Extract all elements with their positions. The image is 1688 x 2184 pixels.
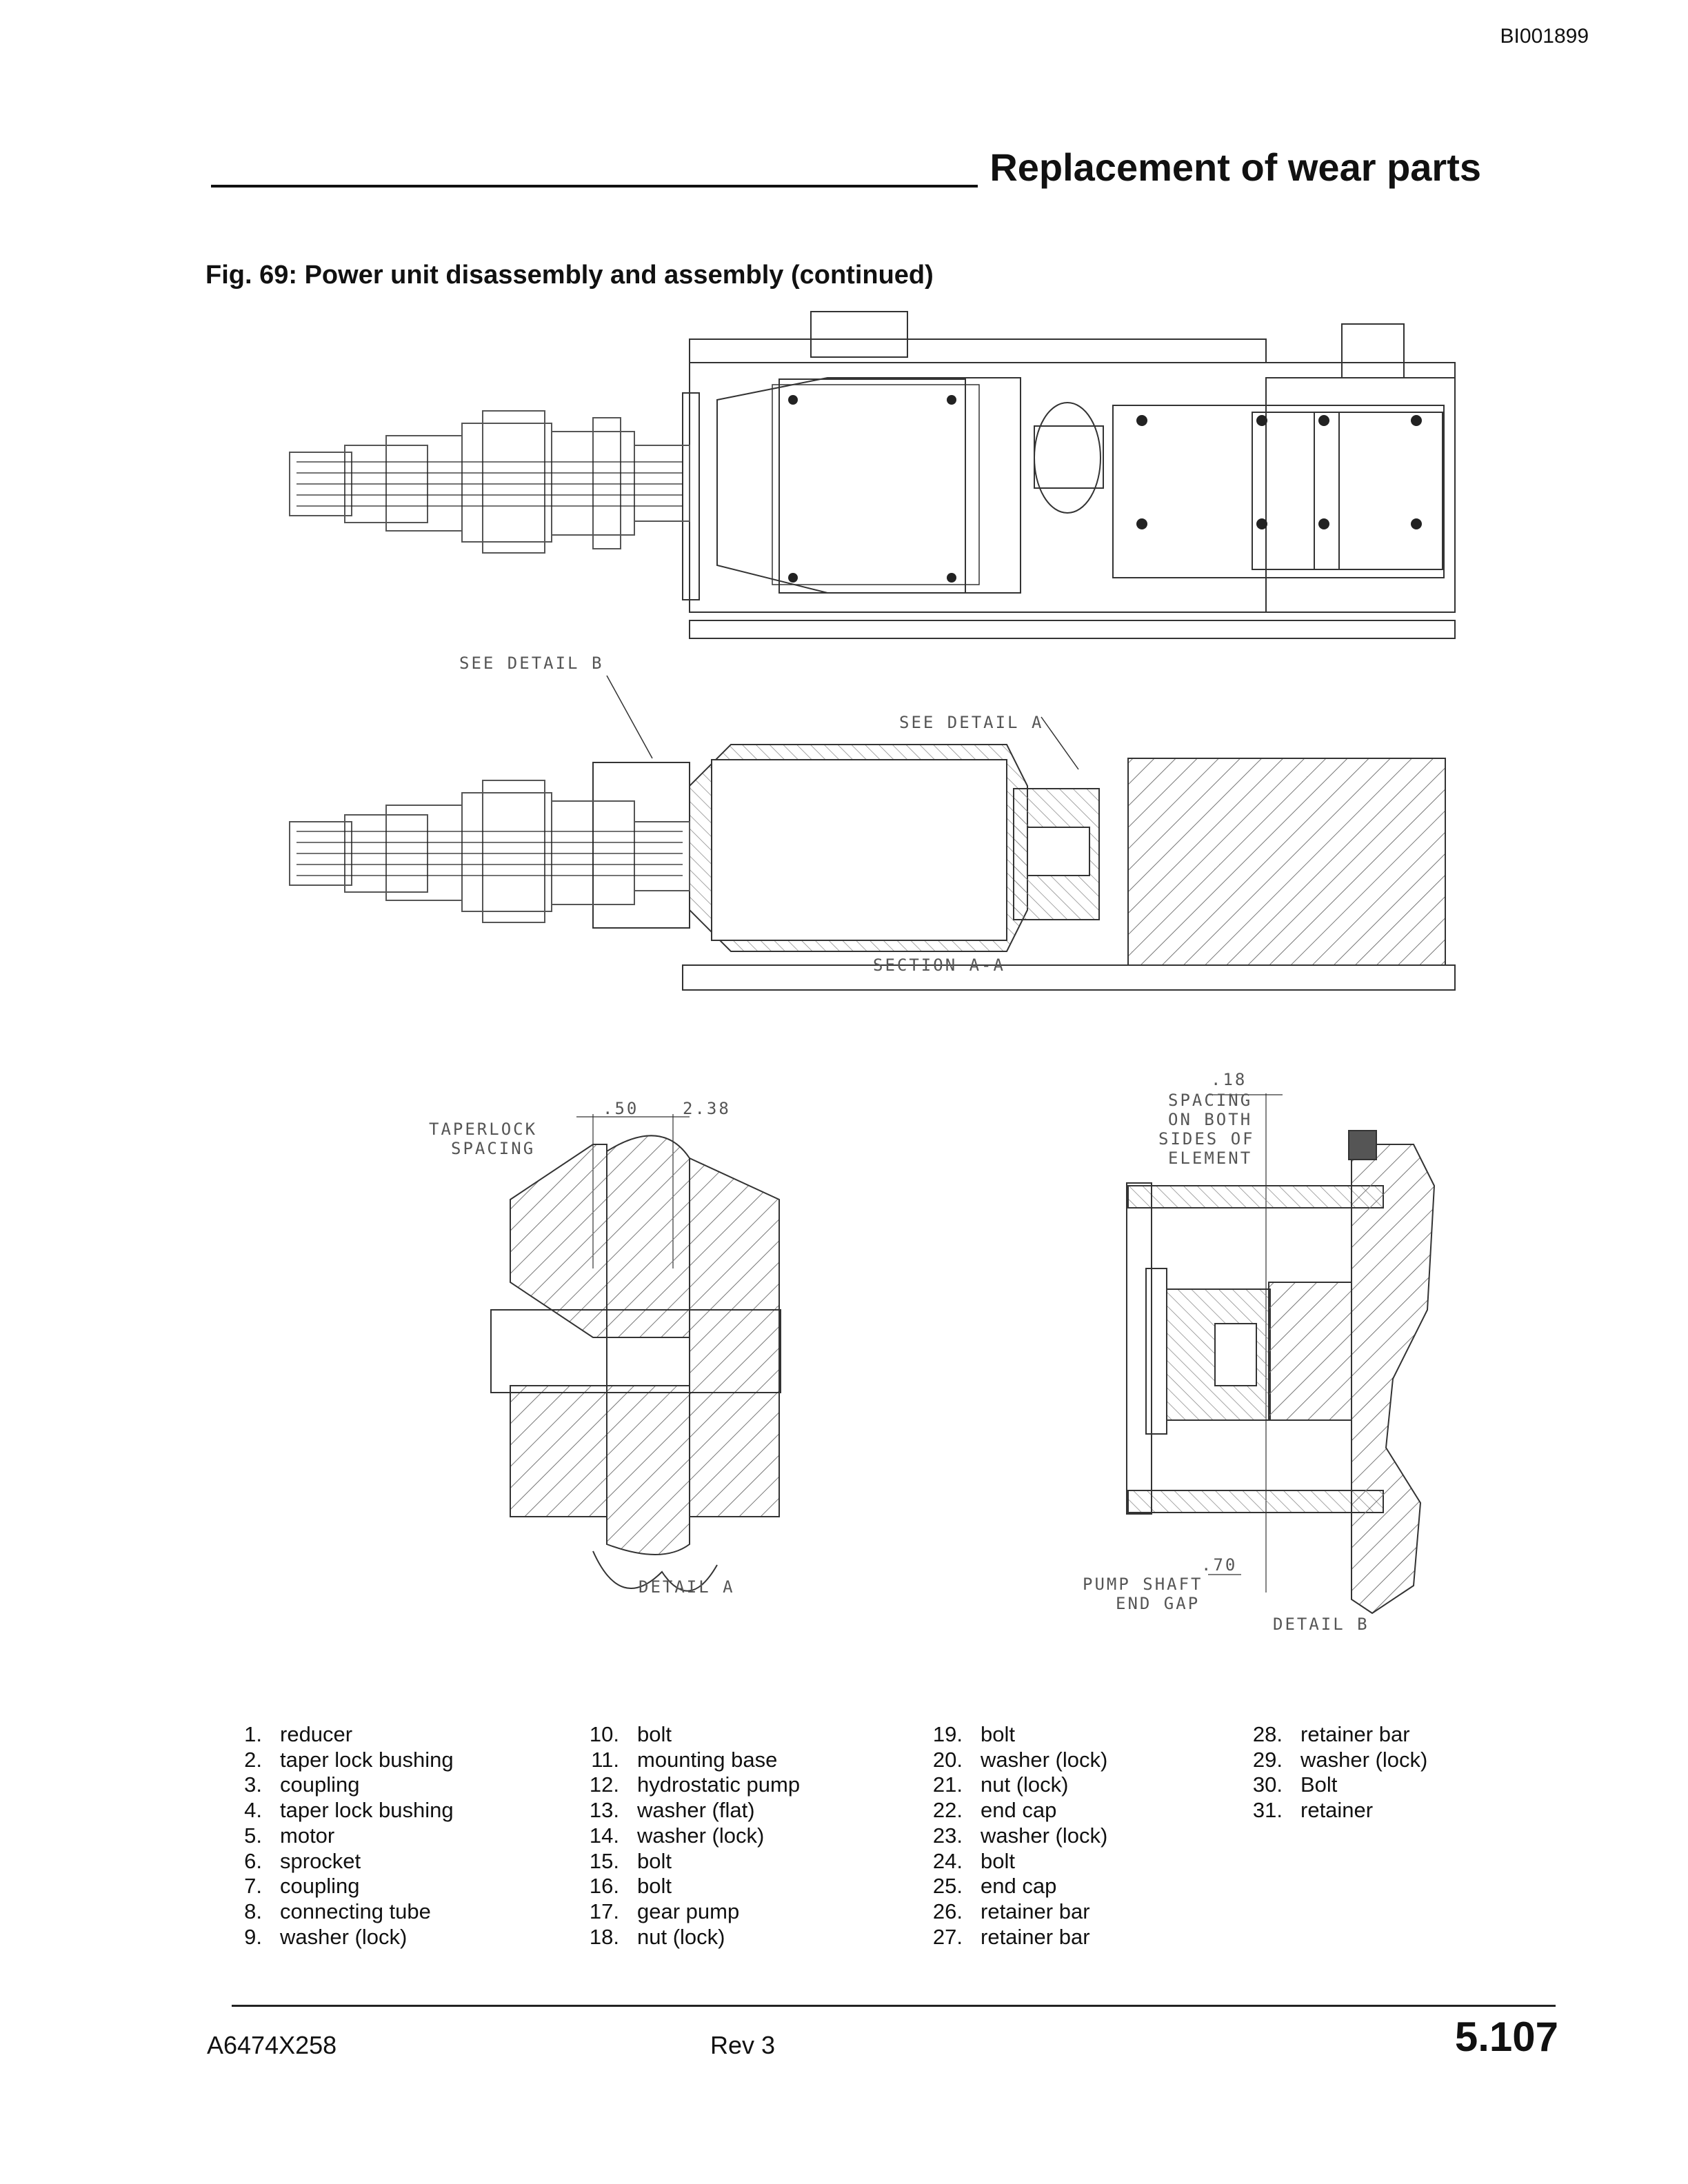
taperlock-spacing-label: SPACING <box>451 1139 536 1158</box>
legend-item: 6. sprocket <box>244 1848 361 1873</box>
dim-238-label: 2.38 <box>683 1099 731 1118</box>
spacing-label-3: SIDES OF <box>1158 1129 1255 1149</box>
section-aa-view <box>290 676 1455 990</box>
legend-column-2 <box>564 1722 800 1950</box>
pump-shaft-label: PUMP SHAFT <box>1083 1575 1203 1594</box>
legend-item: 7. coupling <box>244 1874 360 1899</box>
legend-item: 31. retainer <box>1252 1798 1374 1823</box>
legend-item: 16. bolt <box>589 1874 672 1899</box>
legend-item: 18. nut (lock) <box>589 1924 725 1949</box>
legend-item: 25. end cap <box>932 1874 1057 1899</box>
legend-item: 5. motor <box>244 1823 335 1848</box>
figure-caption: Fig. 69: Power unit disassembly and assembly (continued) <box>205 261 934 290</box>
legend-item: 11. mounting base <box>591 1747 778 1772</box>
legend-item: 14. washer (lock) <box>589 1823 765 1848</box>
dim-018-label: .18 <box>1211 1070 1247 1089</box>
legend-item: 17. gear pump <box>589 1899 740 1923</box>
legend-item: 29. washer (lock) <box>1252 1747 1428 1772</box>
dim-070-label: .70 <box>1201 1555 1238 1575</box>
document-id: BI001899 <box>1500 25 1589 48</box>
legend-item: 13. washer (flat) <box>589 1798 755 1823</box>
legend-item: 20. washer (lock) <box>932 1747 1108 1772</box>
top-view <box>290 312 1455 638</box>
header-rule <box>211 185 978 188</box>
spacing-label-2: ON BOTH <box>1168 1110 1253 1129</box>
technical-drawing <box>0 303 1688 1696</box>
legend-item: 4. taper lock bushing <box>244 1798 454 1823</box>
legend-item: 1. reducer <box>244 1722 353 1746</box>
legend-column-1 <box>207 1722 454 1950</box>
legend-item: 19. bolt <box>932 1722 1015 1746</box>
footer-rule <box>232 2005 1556 2007</box>
legend-item: 9. washer (lock) <box>244 1924 408 1949</box>
see-detail-a-label: SEE DETAIL A <box>899 713 1044 732</box>
detail-b-view <box>1127 1093 1434 1613</box>
legend-item: 22. end cap <box>932 1798 1057 1823</box>
spacing-label-1: SPACING <box>1168 1091 1253 1110</box>
legend-item: 21. nut (lock) <box>932 1772 1069 1797</box>
document-number: A6474X258 <box>207 2031 337 2059</box>
legend-column-3 <box>907 1722 1107 1950</box>
detail-a-view <box>491 1114 781 1591</box>
page-number: 5.107 <box>1454 2014 1558 2060</box>
legend-column-4 <box>1227 1722 1427 1823</box>
legend-item: 10. bolt <box>589 1722 672 1746</box>
legend-item: 2. taper lock bushing <box>244 1747 454 1772</box>
spacing-label-4: ELEMENT <box>1168 1149 1253 1168</box>
legend-item: 23. washer (lock) <box>932 1823 1108 1848</box>
legend-item: 15. bolt <box>589 1848 672 1873</box>
section-aa-label: SECTION A-A <box>873 956 1005 975</box>
revision: Rev 3 <box>710 2031 776 2059</box>
end-gap-label: END GAP <box>1116 1594 1200 1613</box>
legend-item: 3. coupling <box>244 1772 360 1797</box>
legend-item: 26. retainer bar <box>932 1899 1090 1923</box>
legend-item: 27. retainer bar <box>932 1924 1090 1949</box>
legend-item: 8. connecting tube <box>244 1899 431 1923</box>
legend-item: 30. Bolt <box>1252 1772 1338 1797</box>
legend-item: 12. hydrostatic pump <box>589 1772 801 1797</box>
detail-b-label: DETAIL B <box>1273 1615 1369 1634</box>
legend-item: 28. retainer bar <box>1252 1722 1410 1746</box>
dim-050-label: .50 <box>603 1099 639 1118</box>
taperlock-label: TAPERLOCK <box>429 1120 538 1139</box>
section-title: Replacement of wear parts <box>989 145 1481 189</box>
drawing-canvas <box>0 303 1688 1696</box>
detail-a-label: DETAIL A <box>639 1577 735 1597</box>
legend-item: 24. bolt <box>932 1848 1015 1873</box>
see-detail-b-label: SEE DETAIL B <box>459 654 604 673</box>
